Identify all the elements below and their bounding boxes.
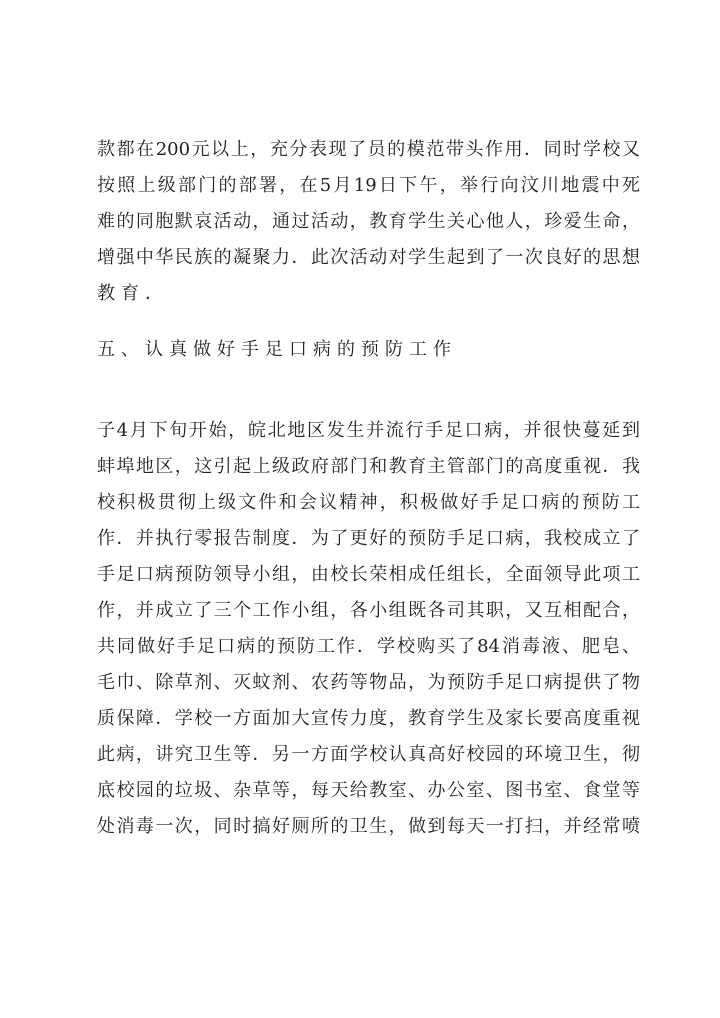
paragraph-line: 蚌埠地区，这引起上级政府部门和教育主管部门的高度重视．我 — [97, 456, 640, 477]
paragraph-line: 子4月下旬开始，皖北地区发生并流行手足口病，并很快蔓延到 — [97, 420, 640, 441]
paragraph-line: 底校园的垃圾、杂草等，每天给教室、办公室、图书室、食堂等 — [97, 780, 640, 801]
paragraph-line: 共同做好手足口病的预防工作．学校购买了84消毒液、肥皂、 — [97, 636, 640, 657]
paragraph-line: 增强中华民族的凝聚力．此次活动对学生起到了一次良好的思想 — [97, 247, 640, 268]
paragraph-line: 校积极贯彻上级文件和会议精神，积极做好手足口病的预防工 — [97, 492, 640, 513]
paragraph-line: 难的同胞默哀活动，通过活动，教育学生关心他人，珍爱生命， — [97, 211, 640, 232]
paragraph-line: 作．并执行零报告制度．为了更好的预防手足口病，我校成立了 — [97, 528, 640, 549]
section-heading: 五、认真做好手足口病的预防工作 — [97, 339, 457, 360]
paragraph-line: 质保障．学校一方面加大宣传力度，教育学生及家长要高度重视 — [97, 708, 640, 729]
paragraph-line: 此病，讲究卫生等．另一方面学校认真高好校园的环境卫生，彻 — [97, 744, 640, 765]
paragraph-line: 处消毒一次，同时搞好厕所的卫生，做到每天一打扫，并经常喷 — [97, 816, 640, 837]
paragraph-line: 手足口病预防领导小组，由校长荣相成任组长，全面领导此项工 — [97, 564, 640, 585]
paragraph-line: 毛巾、除草剂、灭蚊剂、农药等物品，为预防手足口病提供了物 — [97, 672, 640, 693]
paragraph-line: 作，并成立了三个工作小组，各小组既各司其职，又互相配合， — [97, 600, 640, 621]
paragraph-line: 款都在200元以上，充分表现了员的模范带头作用．同时学校又 — [97, 139, 640, 160]
paragraph-line: 教育． — [97, 283, 169, 304]
paragraph-line: 按照上级部门的部署，在5月19日下午，举行向汶川地震中死 — [97, 175, 640, 196]
